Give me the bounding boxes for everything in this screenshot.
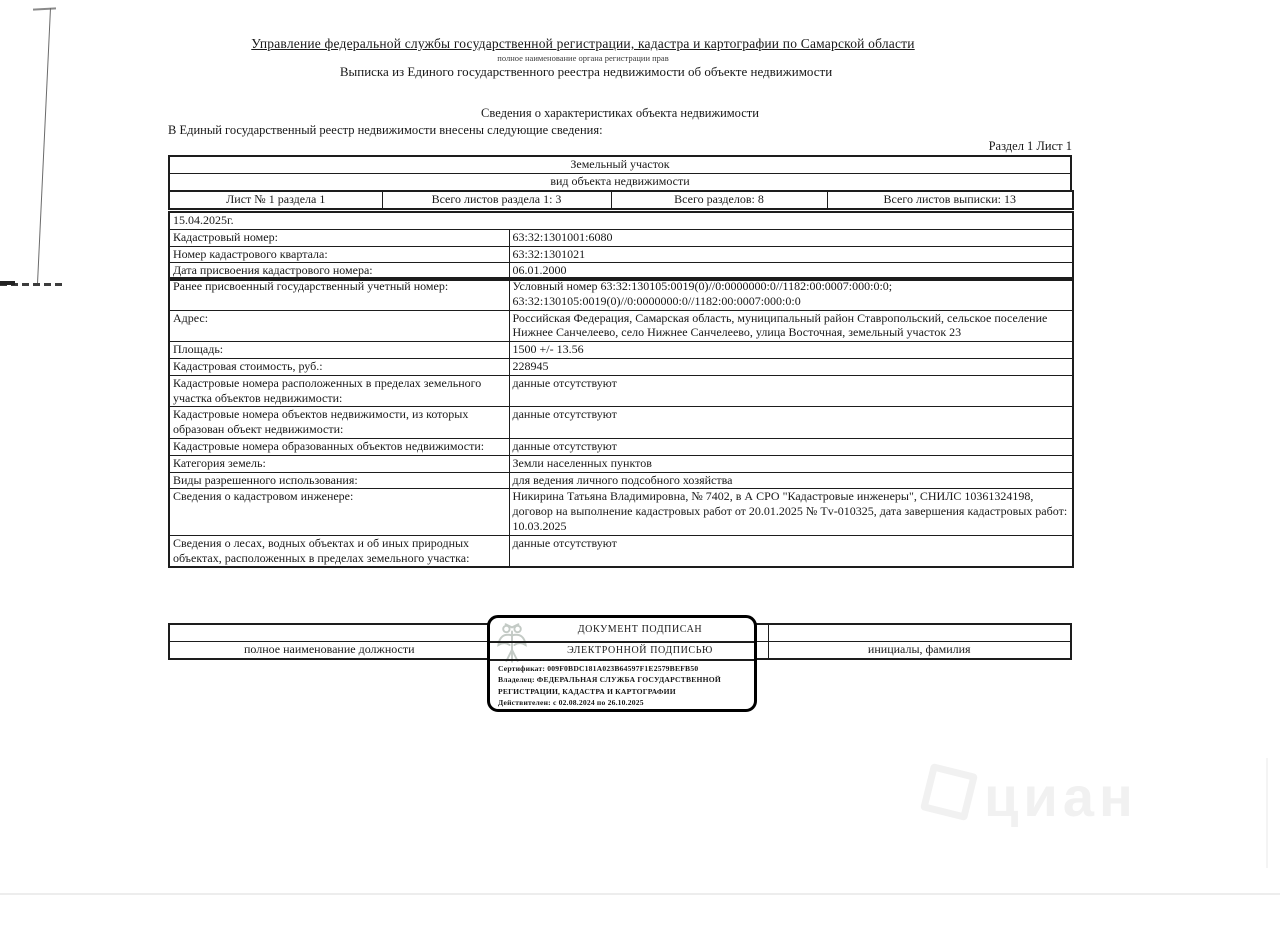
table-row [169,310,1073,342]
row-label: Кадастровые номера расположенных в пределах земельного участка объектов недвижимости: [169,375,509,407]
row-label: Адрес: [169,310,509,342]
row-value: данные отсутствуют [509,407,1073,439]
row-label: Номер кадастрового квартала: [169,246,509,263]
table-row [169,472,1073,489]
table-row [169,438,1073,455]
signature-empty-cell [768,624,1071,642]
row-value: Российская Федерация, Самарская область, муниципальный район Ставропольский, сельское поселение Нижнее Санчелеево, село Нижнее Санчелеево, улица Восточная, земельный участок 23 [509,310,1073,342]
scan-artifact-right-line [1266,758,1268,868]
row-value: Земли населенных пунктов [509,455,1073,472]
row-value: 1500 +/- 13.56 [509,342,1073,359]
row-value: 228945 [509,358,1073,375]
sections-total-cell: Всего разделов: 8 [611,191,827,209]
table-row [169,407,1073,439]
stamp-line-1: ДОКУМЕНТ ПОДПИСАН [577,624,703,635]
row-label: Категория земель: [169,455,509,472]
row-value: для ведения личного подсобного хозяйства [509,472,1073,489]
table-row [169,375,1073,407]
document-title: Выписка из Единого государственного реестра недвижимости об объекте недвижимости [339,64,833,79]
stamp-owner-line-1: Владелец: ФЕДЕРАЛЬНАЯ СЛУЖБА ГОСУДАРСТВЕННОЙ [498,675,721,685]
row-value: данные отсутствуют [509,375,1073,407]
registration-authority-title: Управление федеральной службы государственной регистрации, кадастра и картографии по Самарской области [251,36,915,51]
table-row [169,489,1073,535]
table-row [169,342,1073,359]
row-label: Кадастровая стоимость, руб.: [169,358,509,375]
row-value: 63:32:1301001:6080 [509,229,1073,246]
stamp-certificate: Сертификат: 009F0BDC181A023B64597F1E2579BEFB50 [498,664,699,673]
row-value: Никирина Татьяна Владимировна, № 7402, в А СРО "Кадастровые инженеры", СНИЛС 10361324198, договор на выполнение кадастровых работ от 20.01.2025 № Tv-010325, дата завершения кадастровых работ: 10.03.2025 [509,489,1073,535]
row-label: Кадастровые номера образованных объектов недвижимости: [169,438,509,455]
identification-table [168,211,1074,281]
table-row [169,358,1073,375]
table-row [169,455,1073,472]
table-row [169,173,1071,190]
intro-line: В Единый государственный реестр недвижимости внесены следующие сведения: [168,123,603,137]
table-row [169,212,1073,229]
row-value: Условный номер 63:32:130105:0019(0)//0:0000000:0//1182:00:0007:000:0:0; 63:32:130105:0019(0)//0:0000000:0//1182:00:0007:000:0:0 [509,278,1073,310]
table-row [169,229,1073,246]
stamp-divider [490,641,754,643]
row-label: Площадь: [169,342,509,359]
row-label: Дата присвоения кадастрового номера: [169,263,509,280]
row-value: 63:32:1301021 [509,246,1073,263]
object-type-caption: вид объекта недвижимости [169,173,1071,190]
stamp-line-2: ЭЛЕКТРОННОЙ ПОДПИСЬЮ [567,645,713,656]
sheet-info-table [168,190,1074,210]
watermark-text: циан [984,765,1138,828]
row-value: данные отсутствуют [509,535,1073,567]
details-table [168,277,1074,568]
row-label: Сведения о лесах, водных объектах и об иных природных объектах, расположенных в пределах земельного участка: [169,535,509,567]
table-row [169,535,1073,567]
position-caption-cell: полное наименование должности [169,642,489,660]
section-sheets-total-cell: Всего листов раздела 1: 3 [382,191,611,209]
section-title: Сведения о характеристиках объекта недвижимости [481,106,759,120]
row-label: Виды разрешенного использования: [169,472,509,489]
record-date: 15.04.2025г. [169,212,1073,229]
extract-sheets-total-cell: Всего листов выписки: 13 [827,191,1073,209]
digital-signature-stamp [487,615,757,712]
stamp-certificate-block [498,663,751,709]
name-caption-cell: инициалы, фамилия [768,642,1071,660]
signature-empty-cell [169,624,489,642]
stamp-divider [490,659,754,661]
row-value: 06.01.2000 [509,263,1073,280]
scan-artifact-ink-blot [0,281,15,285]
table-row [169,191,1073,209]
watermark-logo-icon [920,763,978,821]
row-label: Кадастровые номера объектов недвижимости, из которых образован объект недвижимости: [169,407,509,439]
section-sheet-label: Раздел 1 Лист 1 [988,139,1072,153]
row-value: данные отсутствуют [509,438,1073,455]
object-type-value: Земельный участок [169,156,1071,173]
row-label: Ранее присвоенный государственный учетный номер: [169,278,509,310]
row-label: Сведения о кадастровом инженере: [169,489,509,535]
row-label: Кадастровый номер: [169,229,509,246]
scan-artifact-bottom-line [0,893,1280,895]
object-type-table [168,155,1072,192]
scan-artifact-top-mark [33,7,56,10]
stamp-owner-line-2: РЕГИСТРАЦИИ, КАДАСТРА И КАРТОГРАФИИ [498,686,676,696]
table-row [169,156,1071,173]
authority-caption: полное наименование органа регистрации прав [497,53,669,63]
table-row [169,246,1073,263]
table-row [169,278,1073,310]
stamp-validity: Действителен: с 02.08.2024 по 26.10.2025 [498,698,644,708]
sheet-number-cell: Лист № 1 раздела 1 [169,191,382,209]
